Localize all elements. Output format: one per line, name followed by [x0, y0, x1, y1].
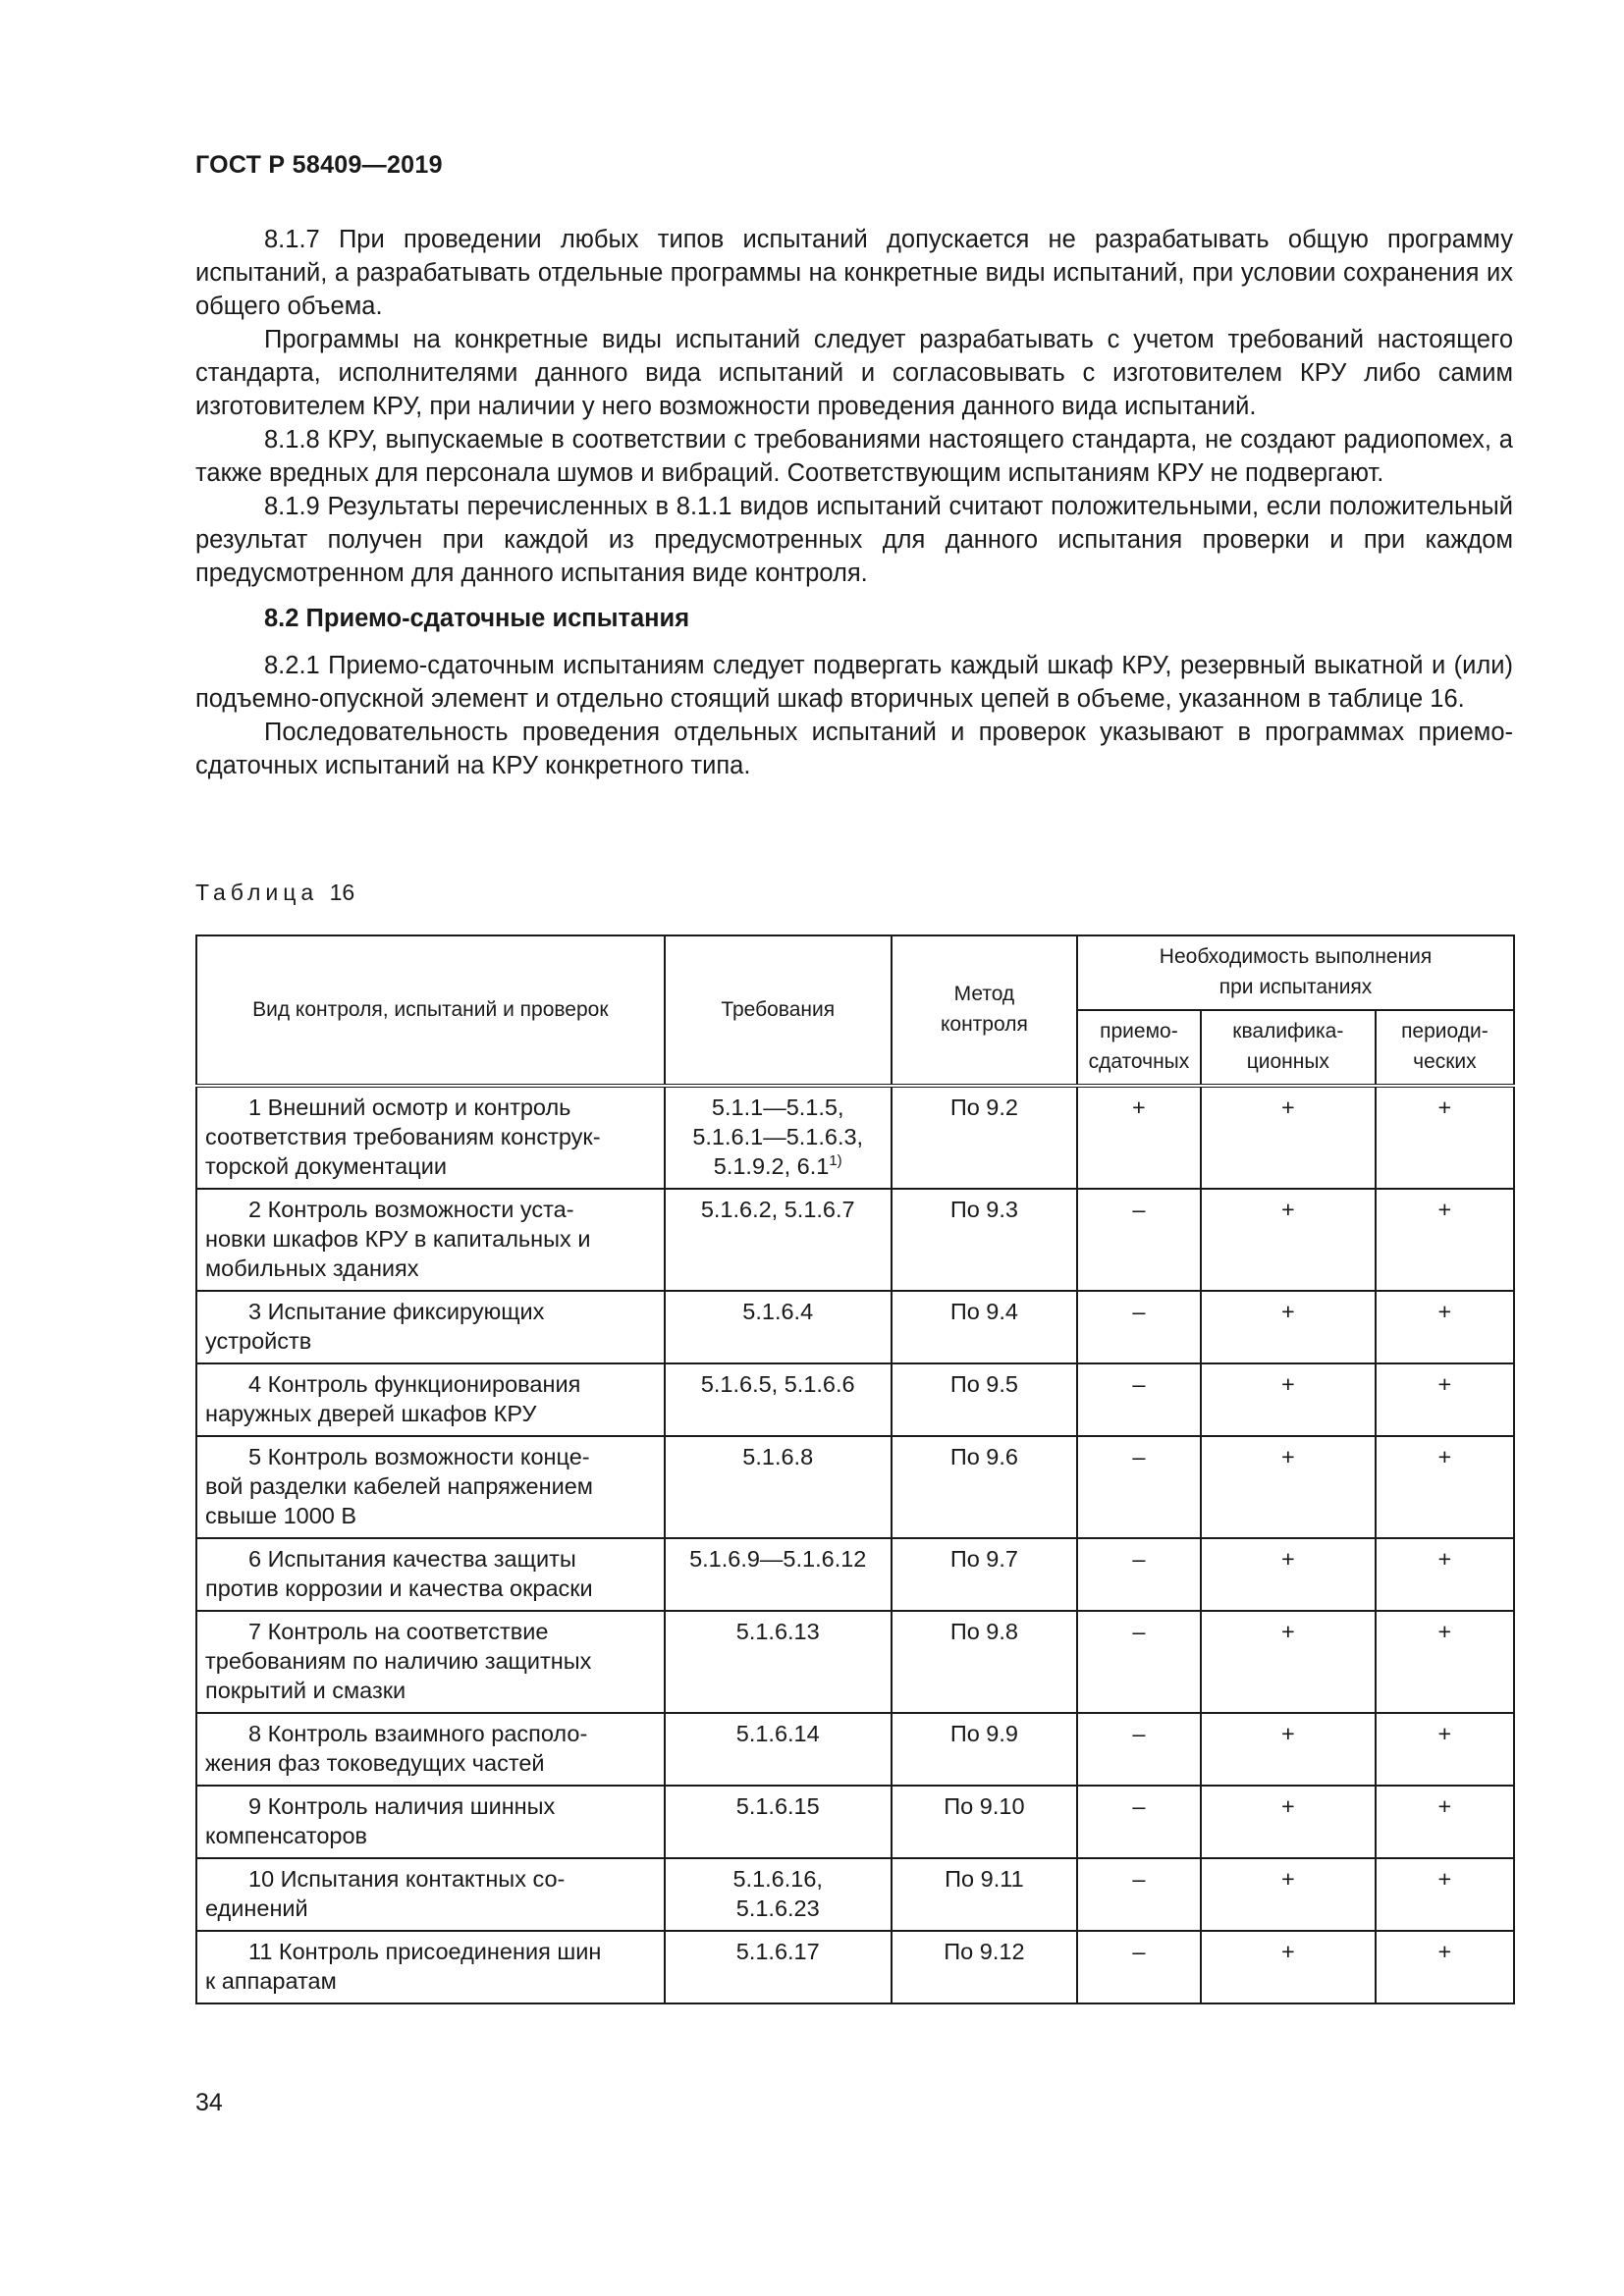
- paragraph-8-1-9: 8.1.9 Результаты перечисленных в 8.1.1 видов испытаний считают положительными, если положительный результат получен при каждой из предусмотренных для данного испытания проверки и при каждом предусмотренном для данного испытания виде контроля.: [195, 493, 1513, 587]
- row-control-name: 11 Контроль присоединения шин к аппаратам: [196, 1931, 665, 2003]
- row-periodic-mark: +: [1376, 1291, 1514, 1363]
- row-control-name: 9 Контроль наличия шинных компенсаторов: [196, 1786, 665, 1858]
- row-method: По 9.4: [892, 1291, 1077, 1363]
- row-requirements: 5.1.6.9—5.1.6.12: [665, 1538, 892, 1611]
- row-method: По 9.6: [892, 1436, 1077, 1538]
- row-requirements: 5.1.6.13: [665, 1611, 892, 1713]
- row-acceptance-mark: –: [1077, 1858, 1201, 1931]
- row-method: По 9.10: [892, 1786, 1077, 1858]
- row-qualification-mark: +: [1201, 1363, 1376, 1436]
- requirements-table: [195, 934, 1515, 2004]
- row-control-name: 6 Испытания качества защиты против коррозии и качества окраски: [196, 1538, 665, 1611]
- row-requirements: 5.1.6.4: [665, 1291, 892, 1363]
- row-periodic-mark: +: [1376, 1086, 1514, 1189]
- page-number: 34: [195, 2089, 223, 2116]
- row-requirements: 5.1.6.15: [665, 1786, 892, 1858]
- row-qualification-mark: +: [1201, 1086, 1376, 1189]
- row-control-name: 8 Контроль взаимного располо- жения фаз токоведущих частей: [196, 1713, 665, 1786]
- row-periodic-mark: +: [1376, 1858, 1514, 1931]
- header-method: Метод контроля: [892, 935, 1077, 1086]
- row-control-name: 1 Внешний осмотр и контроль соответствия требованиям конструк- торской документации: [196, 1086, 665, 1189]
- row-control-name: 2 Контроль возможности уста- новки шкафов КРУ в капитальных и мобильных зданиях: [196, 1189, 665, 1291]
- row-qualification-mark: +: [1201, 1189, 1376, 1291]
- row-requirements: 5.1.6.14: [665, 1713, 892, 1786]
- row-method: По 9.7: [892, 1538, 1077, 1611]
- row-control-name: 10 Испытания контактных со- единений: [196, 1858, 665, 1931]
- row-method: По 9.9: [892, 1713, 1077, 1786]
- row-requirements: 5.1.6.5, 5.1.6.6: [665, 1363, 892, 1436]
- paragraph-8-1-7: 8.1.7 При проведении любых типов испытаний допускается не разрабатывать общую программу испытаний, а разрабатывать отдельные программы на конкретные виды испытаний, при условии сохранения их общего объема.: [195, 226, 1513, 320]
- row-acceptance-mark: –: [1077, 1538, 1201, 1611]
- row-periodic-mark: +: [1376, 1436, 1514, 1538]
- paragraph-8-1-8: 8.1.8 КРУ, выпускаемые в соответствии с требованиями настоящего стандарта, не создают радиопомех, а также вредных для персонала шумов и вибраций. Соответствующим испытаниям КРУ не подвергают.: [195, 426, 1513, 487]
- header-qualification: квалифика- ционных: [1201, 1010, 1376, 1086]
- row-qualification-mark: +: [1201, 1713, 1376, 1786]
- row-method: По 9.2: [892, 1086, 1077, 1189]
- document-code-header: ГОСТ Р 58409—2019: [195, 151, 443, 179]
- table-body: [196, 1086, 1514, 2003]
- row-acceptance-mark: –: [1077, 1611, 1201, 1713]
- table-row: [196, 1713, 1514, 1786]
- row-periodic-mark: +: [1376, 1786, 1514, 1858]
- row-method: По 9.12: [892, 1931, 1077, 2003]
- table-caption-word: Таблица: [195, 880, 319, 905]
- row-control-name: 3 Испытание фиксирующих устройств: [196, 1291, 665, 1363]
- row-acceptance-mark: –: [1077, 1436, 1201, 1538]
- row-acceptance-mark: +: [1077, 1086, 1201, 1189]
- row-requirements: 5.1.6.17: [665, 1931, 892, 2003]
- row-periodic-mark: +: [1376, 1611, 1514, 1713]
- row-requirements: 5.1.6.16, 5.1.6.23: [665, 1858, 892, 1931]
- row-qualification-mark: +: [1201, 1291, 1376, 1363]
- paragraph-8-2-1: 8.2.1 Приемо-сдаточным испытаниям следует подвергать каждый шкаф КРУ, резервный выкатной и (или) подъемно-опускной элемент и отдельно стоящий шкаф вторичных цепей в объеме, указанном в таблице 16.: [195, 652, 1513, 713]
- header-control-type: Вид контроля, испытаний и проверок: [196, 935, 665, 1086]
- table-row: [196, 1291, 1514, 1363]
- paragraph-sequence: Последовательность проведения отдельных испытаний и проверок указывают в программах приемо-сдаточных испытаний на КРУ конкретного типа.: [195, 719, 1513, 779]
- table-row: [196, 1086, 1514, 1189]
- row-acceptance-mark: –: [1077, 1363, 1201, 1436]
- paragraph-programs: Программы на конкретные виды испытаний следует разрабатывать с учетом требований настоящего стандарта, исполнителями данного вида испытаний и согласовывать с изготовителем КРУ либо самим изготовителем КРУ, при наличии у него возможности проведения данного вида испытаний.: [195, 326, 1513, 420]
- row-qualification-mark: +: [1201, 1611, 1376, 1713]
- row-periodic-mark: +: [1376, 1931, 1514, 2003]
- table-row: [196, 1189, 1514, 1291]
- row-acceptance-mark: –: [1077, 1713, 1201, 1786]
- row-qualification-mark: +: [1201, 1858, 1376, 1931]
- row-qualification-mark: +: [1201, 1931, 1376, 2003]
- row-requirements: 5.1.6.2, 5.1.6.7: [665, 1189, 892, 1291]
- row-control-name: 7 Контроль на соответствие требованиям по наличию защитных покрытий и смазки: [196, 1611, 665, 1713]
- row-periodic-mark: +: [1376, 1538, 1514, 1611]
- row-periodic-mark: +: [1376, 1363, 1514, 1436]
- row-method: По 9.8: [892, 1611, 1077, 1713]
- row-method: По 9.3: [892, 1189, 1077, 1291]
- row-acceptance-mark: –: [1077, 1786, 1201, 1858]
- table-row: [196, 1436, 1514, 1538]
- body-text: [195, 223, 1513, 782]
- row-control-name: 4 Контроль функционирования наружных дверей шкафов КРУ: [196, 1363, 665, 1436]
- header-necessity-group: Необходимость выполнения при испытаниях: [1077, 935, 1514, 1010]
- header-periodic: периоди- ческих: [1376, 1010, 1514, 1086]
- table-row: [196, 1611, 1514, 1713]
- row-acceptance-mark: –: [1077, 1189, 1201, 1291]
- row-acceptance-mark: –: [1077, 1931, 1201, 2003]
- header-acceptance: приемо- сдаточных: [1077, 1010, 1201, 1086]
- row-qualification-mark: +: [1201, 1786, 1376, 1858]
- table-caption-number: 16: [329, 880, 355, 905]
- row-qualification-mark: +: [1201, 1538, 1376, 1611]
- row-periodic-mark: +: [1376, 1189, 1514, 1291]
- row-requirements: 5.1.6.8: [665, 1436, 892, 1538]
- row-method: По 9.5: [892, 1363, 1077, 1436]
- row-requirements: 5.1.1—5.1.5, 5.1.6.1—5.1.6.3, 5.1.9.2, 6.1$^{1)}$: [665, 1086, 892, 1189]
- row-periodic-mark: +: [1376, 1713, 1514, 1786]
- row-acceptance-mark: –: [1077, 1291, 1201, 1363]
- table-row: [196, 1858, 1514, 1931]
- section-title-8-2: 8.2 Приемо-сдаточные испытания: [264, 605, 690, 632]
- row-control-name: 5 Контроль возможности конце- вой разделки кабелей напряжением свыше 1000 В: [196, 1436, 665, 1538]
- header-requirements: Требования: [665, 935, 892, 1086]
- row-method: По 9.11: [892, 1858, 1077, 1931]
- footnote-mark: 1): [829, 1152, 842, 1170]
- table-caption: [195, 880, 354, 906]
- table-row: [196, 1363, 1514, 1436]
- table-row: [196, 1538, 1514, 1611]
- table-row: [196, 1786, 1514, 1858]
- row-qualification-mark: +: [1201, 1436, 1376, 1538]
- table-row: [196, 1931, 1514, 2003]
